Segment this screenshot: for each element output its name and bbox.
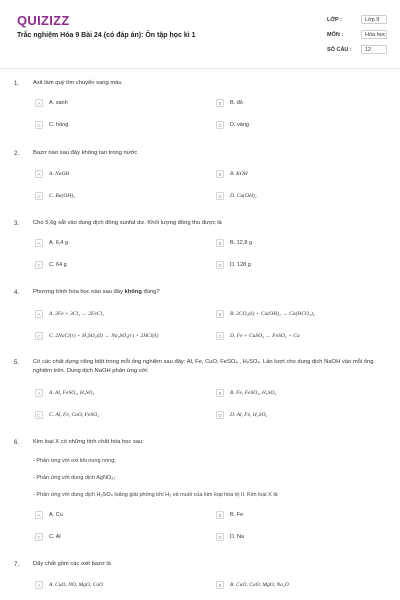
document-title: Trắc nghiệm Hóa 9 Bài 24 (có đáp án): Ôn tập học kì 1 [17,32,196,39]
option-text: C. Ba(OH)₂ [49,193,76,199]
option-letter-box: A [35,170,43,178]
question-text-emphasis: không [124,289,142,295]
option-letter-box: A [35,310,43,318]
option-text: C. Al, Fe, CuO, FeSO₄ [49,412,100,418]
question-number: 4. [14,290,20,296]
option-text: C. Al [49,534,61,540]
question-text-pre: Phương trình hóa học nào sau đây [33,289,125,295]
meta-subject-key: MÔN : [327,32,344,38]
option-text: C. 2NaCl(r) + H₂SO₄(đ) → Na₂SO₄(r) + 2HCl(k) [49,333,159,339]
option-letter-box: D [216,121,224,129]
option-text: C. 64 g [49,262,67,268]
option-letter-box: C [35,261,43,269]
option-text: A. Cu [49,512,63,518]
question-detail-line: - Phản ứng với dung dịch AgNO₃; [33,475,115,481]
meta-subject-value: Hóa học [361,30,387,39]
option-text: D. Al, Fe, H₂SO₄ [230,412,268,418]
question-text-post: đúng? [141,289,160,295]
option-text: A. Al, FeSO₄, H₂SO₄ [49,390,95,396]
option-letter-box: D [216,192,224,200]
option-letter-box: B [216,310,224,318]
option-text: A. NaOH [49,171,70,177]
option-letter-box: B [216,581,224,589]
option-letter-box: D [216,411,224,419]
question-number: 2. [14,151,20,157]
question-text: Bazơ nào sau đây không tan trong nước [33,150,138,156]
option-letter-box: B [216,511,224,519]
option-letter-box: A [35,99,43,107]
question-number: 5. [14,360,20,366]
meta-class-value: Lớp 9 [361,15,387,24]
option-letter-box: D [216,533,224,541]
option-text: B. 12,8 g [230,240,253,246]
question-detail-line: - Phản ứng với dung dịch H₂SO₄ loãng giải phóng khí H₂ và muối của kim loại hóa trị II. Kim loại X là [33,492,278,498]
option-letter-box: A [35,581,43,589]
option-text: D. Cu(OH)₂ [230,193,257,199]
option-text: B. đỏ [230,100,243,106]
option-text: D. vàng [230,122,249,128]
option-text: D. Na [230,534,245,540]
question-text: Dãy chất gồm các oxit bazơ là [33,561,111,567]
header-divider [0,68,400,69]
option-letter-box: A [35,239,43,247]
option-letter-box: B [216,99,224,107]
question-number: 1. [14,81,20,87]
question-text: Cho 5,6g sắt vào dung dịch đồng sunfat dư. Khối lượng đồng thu được là [33,220,222,226]
page-header [0,0,400,66]
option-letter-box: A [35,511,43,519]
option-text: B. 2CO₂(k) + Ca(OH)₂ → Ca(HCO₃)₂ [230,311,315,317]
option-text: A. CuO, NO, MgO, CaO [49,582,104,588]
option-letter-box: C [35,332,43,340]
option-letter-box: C [35,192,43,200]
option-letter-box: C [35,411,43,419]
meta-count-value: 12 [361,45,387,54]
question-number: 3. [14,221,20,227]
option-letter-box: B [216,239,224,247]
option-letter-box: B [216,170,224,178]
question-number: 6. [14,440,20,446]
option-letter-box: A [35,389,43,397]
option-text: A. 2Fe + 3Cl₂ → 2FeCl₃ [49,311,104,317]
question-text: Có các chất dựng riêng biệt trong mỗi ống nghiệm sau đây: Al, Fe, CuO, FeSO₄ , H₂SO₄. Lần lượt cho dung dịch NaOH vào mỗi ống nghiệm trên. Dung dịch NaOH phản ứng với: [33,359,374,374]
option-text: B. Fe, FeSO₄, H₂SO₄ [230,390,277,396]
option-letter-box: D [216,261,224,269]
option-text: D. Fe + CuSO₄ → FeSO₄ + Cu [230,333,300,339]
question-text: Kim loại X có những tính chất hóa học sau: [33,439,144,445]
option-letter-box: B [216,389,224,397]
option-text: A. xanh [49,100,68,106]
option-text: D. 128 g [230,262,251,268]
meta-count-key: SỐ CÂU : [327,47,352,53]
question-number: 7. [14,562,20,568]
option-letter-box: C [35,533,43,541]
meta-class-key: LỚP : [327,17,342,23]
option-text: B. Fe [230,512,244,518]
option-text: A. 6,4 g [49,240,68,246]
question-text: Axit làm quỳ tím chuyển sang màu [33,80,122,86]
question-detail-line: - Phản ứng với oxi khi nung nóng; [33,458,116,464]
option-text: B. CuO, CaO, MgO, Na₂O [230,582,289,588]
question-text [33,288,385,297]
quizizz-logo: QUIZIZZ [17,13,70,28]
option-text: B. KOH [230,171,248,177]
option-text: C. hồng [49,122,69,128]
option-letter-box: D [216,332,224,340]
option-letter-box: C [35,121,43,129]
